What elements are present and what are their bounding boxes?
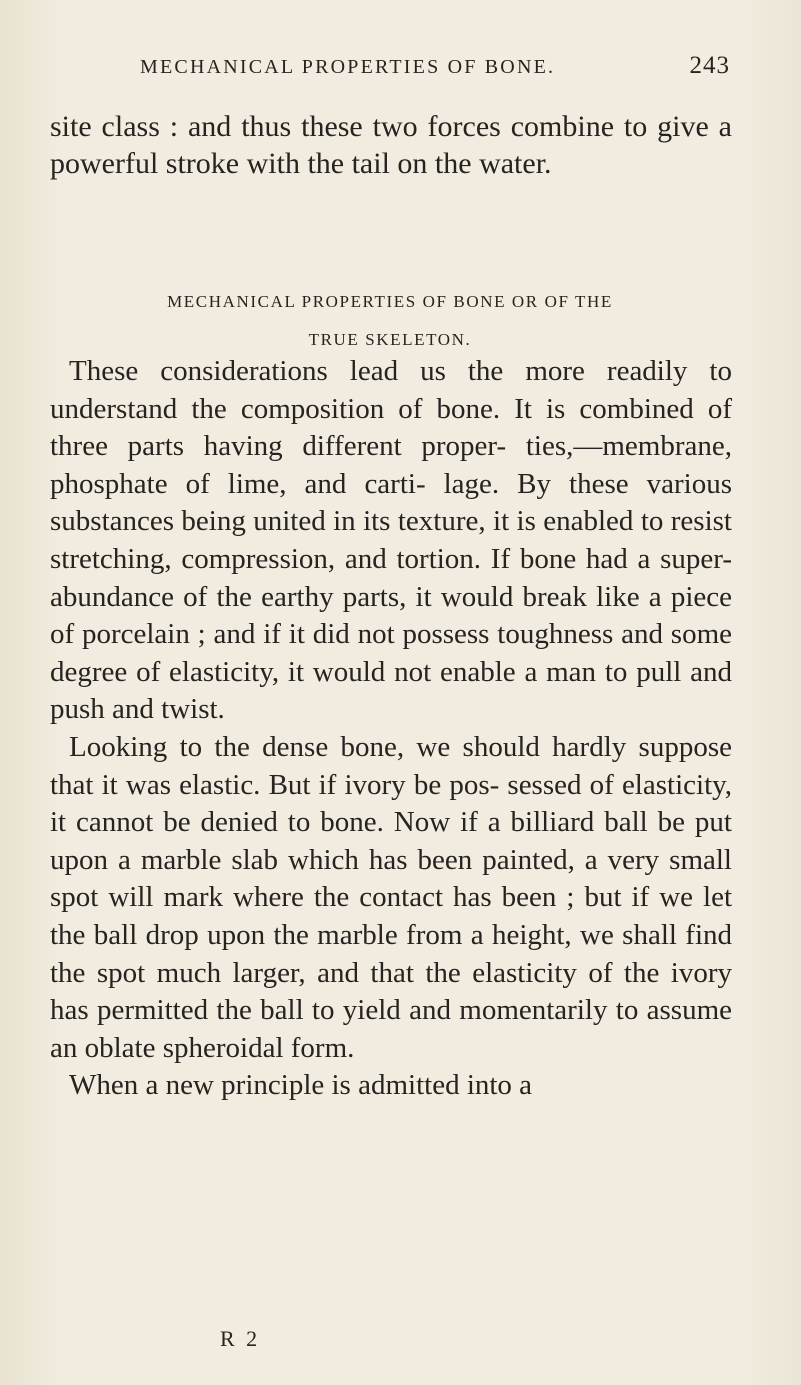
paragraph-composition-of-bone: These considerations lead us the more readily to understand the composition of bone. It is combined of three parts having different proper- ties,—membrane, phosphate of lime, and carti- lage. By these various substances being united in its texture, it is enabled to resist stretching, compression, and tortion. If bone had a super- abundance of the earthy parts, it would break like a piece of porcelain ; and if it did not possess toughness and some degree of elasticity, it would not enable a man to pull and push and twist.: [50, 355, 732, 726]
paragraph-new-principle: When a new principle is admitted into a: [69, 1069, 533, 1102]
page-number: 243: [689, 52, 730, 79]
signature-mark: R 2: [220, 1326, 261, 1351]
opening-paragraph: site class : and thus these two forces combine to give a powerful stroke with the tail on the water.: [50, 110, 732, 180]
running-head: MECHANICAL PROPERTIES OF BONE.: [140, 56, 556, 78]
body-text: [50, 353, 732, 1105]
paragraph-elasticity-of-bone: Looking to the dense bone, we should hardly suppose that it was elastic. But if ivory be pos- sessed of elasticity, it cannot be denied to bone. Now if a billiard ball be put upon a marble slab which has been painted, a very small spot will mark where the contact has been ; but if we let the ball drop upon the marble from a height, we shall find the spot much larger, and that the elasticity of the ivory has permitted the ball to yield and momentarily to assume an oblate spheroidal form.: [50, 730, 732, 1064]
section-heading-line-1: MECHANICAL PROPERTIES OF BONE OR OF THE: [167, 292, 613, 311]
section-heading-line-2: TRUE SKELETON.: [308, 330, 472, 349]
section-heading: [90, 283, 690, 359]
